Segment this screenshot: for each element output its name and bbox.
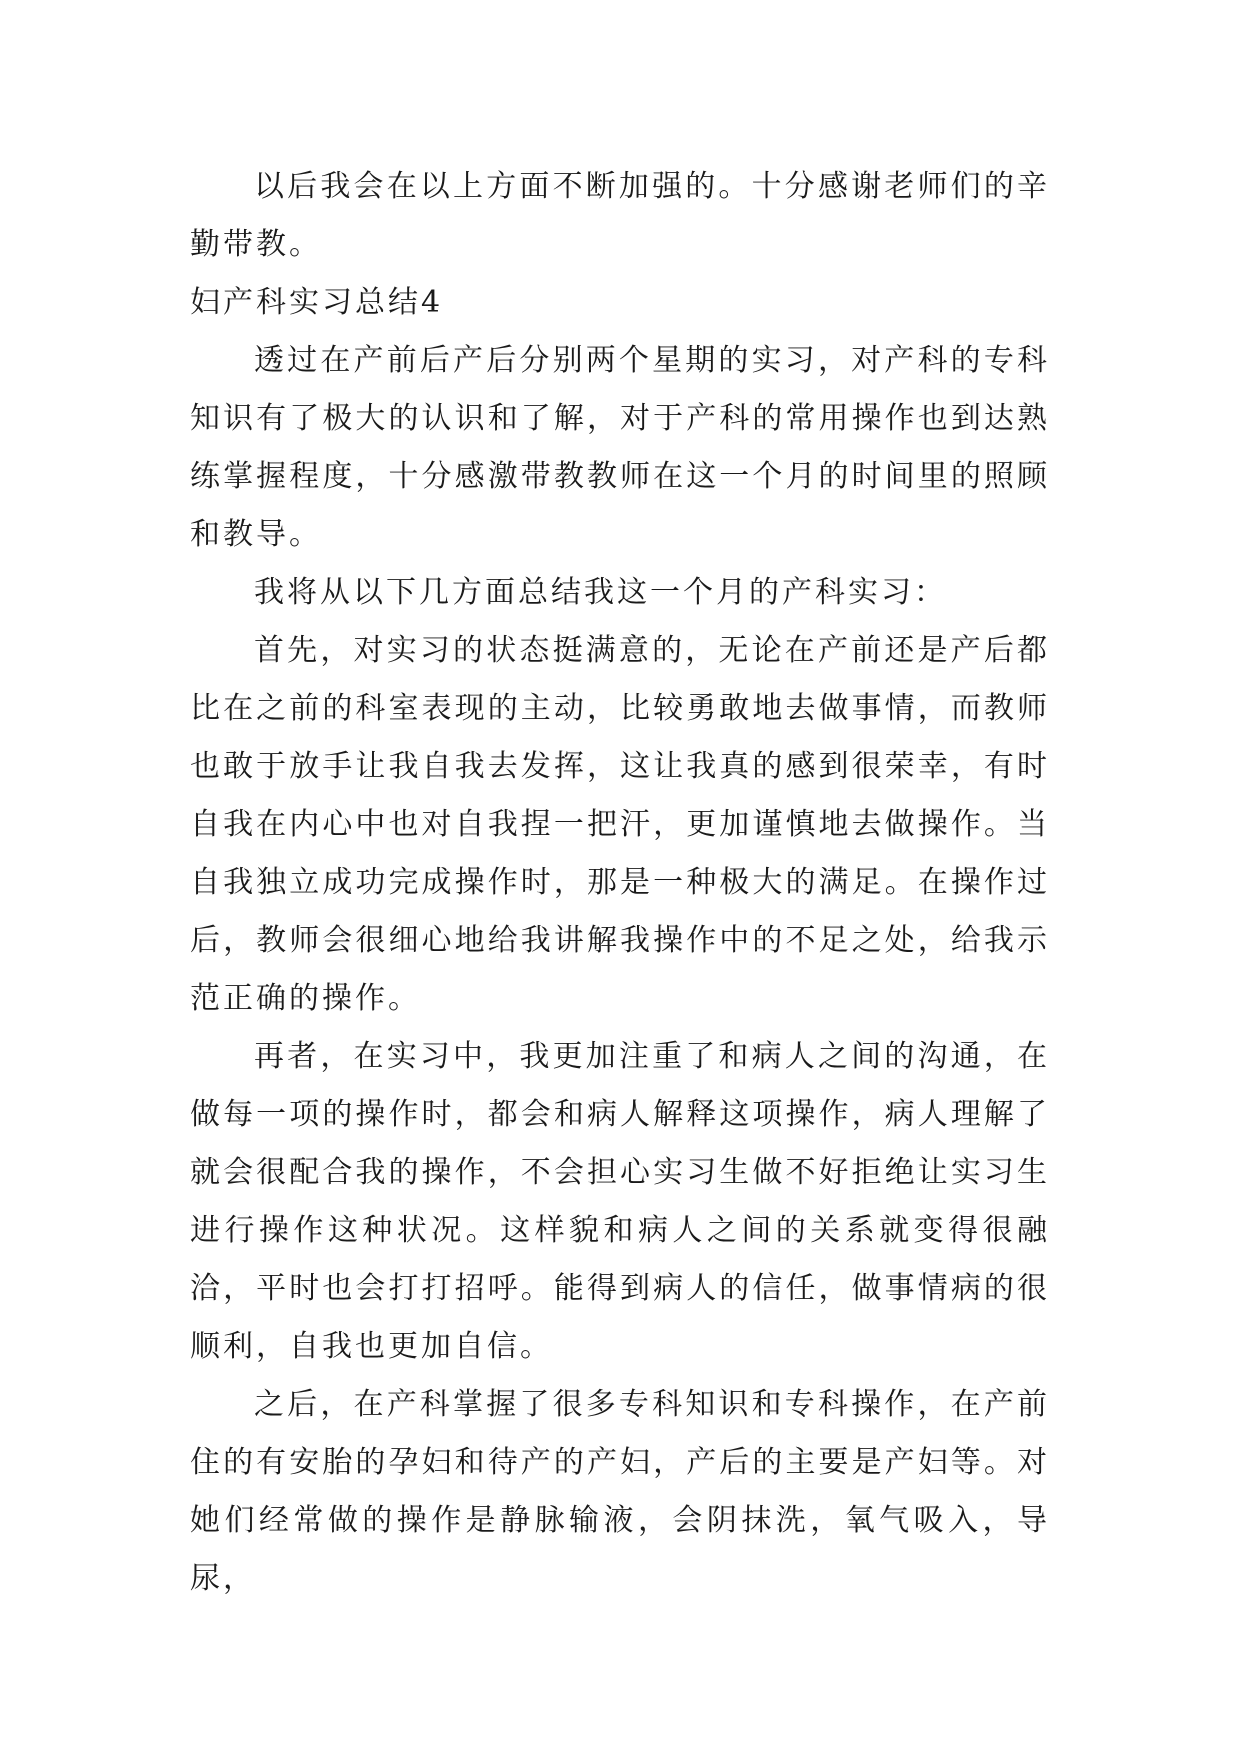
document-body: [190, 158, 1050, 1608]
paragraph: 透过在产前后产后分别两个星期的实习，对产科的专科知识有了极大的认识和了解，对于产科的常用操作也到达熟练掌握程度，十分感激带教教师在这一个月的时间里的照顾和教导。: [190, 343, 1050, 552]
section-heading: 妇产科实习总结4: [190, 285, 444, 320]
paragraph: 之后，在产科掌握了很多专科知识和专科操作，在产前住的有安胎的孕妇和待产的产妇，产后的主要是产妇等。对她们经常做的操作是静脉输液，会阴抹洗，氧气吸入，导尿，: [190, 1387, 1050, 1596]
paragraph: 我将从以下几方面总结我这一个月的产科实习：: [254, 575, 947, 610]
paragraph: 以后我会在以上方面不断加强的。十分感谢老师们的辛勤带教。: [190, 169, 1050, 262]
paragraph: 首先，对实习的状态挺满意的，无论在产前还是产后都比在之前的科室表现的主动，比较勇敢地去做事情，而教师也敢于放手让我自我去发挥，这让我真的感到很荣幸，有时自我在内心中也对自我捏一把汗，更加谨慎地去做操作。当自我独立成功完成操作时，那是一种极大的满足。在操作过后，教师会很细心地给我讲解我操作中的不足之处，给我示范正确的操作。: [190, 633, 1050, 1016]
paragraph: 再者，在实习中，我更加注重了和病人之间的沟通，在做每一项的操作时，都会和病人解释这项操作，病人理解了就会很配合我的操作，不会担心实习生做不好拒绝让实习生进行操作这种状况。这样貌和病人之间的关系就变得很融洽，平时也会打打招呼。能得到病人的信任，做事情病的很顺利，自我也更加自信。: [190, 1039, 1050, 1364]
